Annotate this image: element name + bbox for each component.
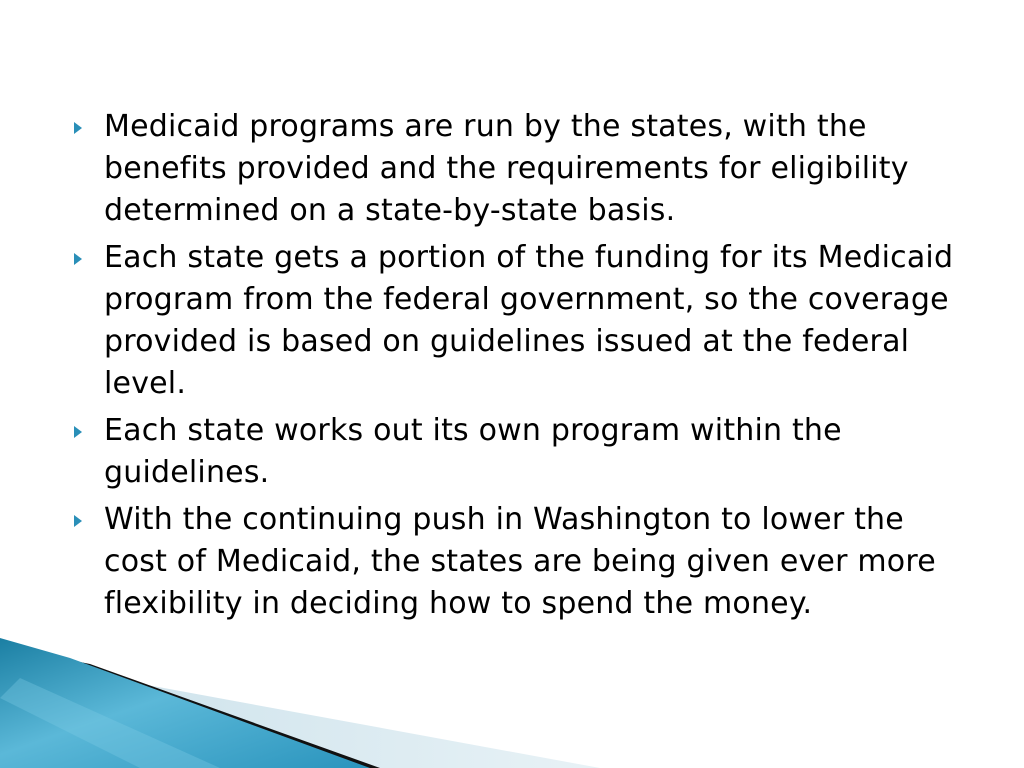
- bullet-text: Each state works out its own program within the guidelines.: [104, 413, 842, 490]
- triangle-bullet-icon: [74, 515, 82, 527]
- bullet-text: Each state gets a portion of the funding for its Medicaid program from the federal government, so the coverage provided is based on guidelines issued at the federal level.: [104, 240, 954, 401]
- bullet-text: Medicaid programs are run by the states, with the benefits provided and the requirements for eligibility determined on a state-by-state basis.: [104, 109, 909, 228]
- triangle-bullet-icon: [74, 253, 82, 265]
- triangle-bullet-icon: [74, 122, 82, 134]
- bullet-item: [72, 106, 972, 232]
- triangle-bullet-icon: [74, 426, 82, 438]
- bullet-item: [72, 410, 972, 494]
- bullet-list: [72, 106, 972, 625]
- slide-body: [72, 106, 972, 630]
- bullet-text: With the continuing push in Washington to lower the cost of Medicaid, the states are being given ever more flexibility in deciding how to spend the money.: [104, 502, 936, 621]
- bullet-item: [72, 499, 972, 625]
- decorative-wave: [0, 638, 1024, 768]
- bullet-item: [72, 237, 972, 405]
